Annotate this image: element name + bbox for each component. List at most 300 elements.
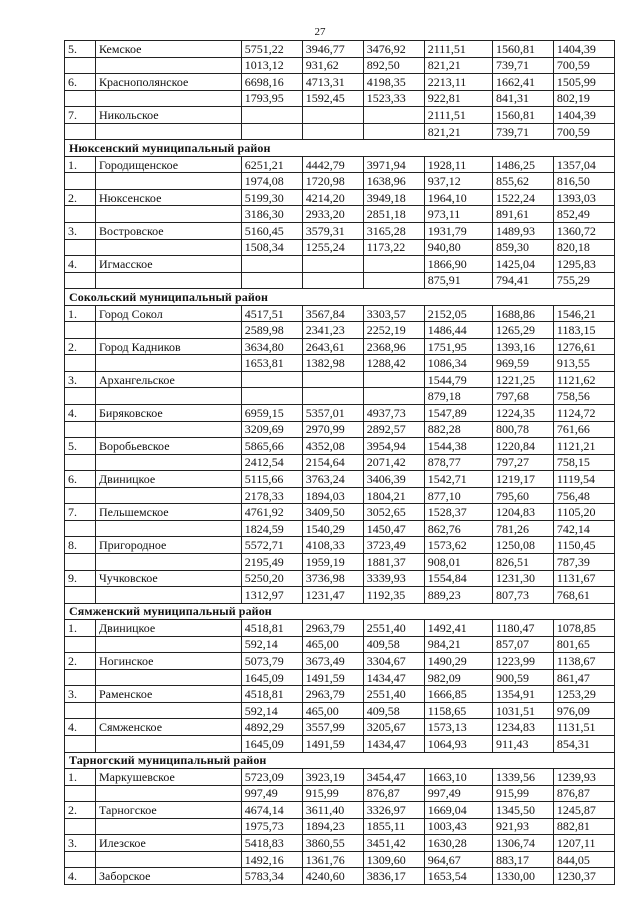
value-cell: 409,58 <box>363 636 424 653</box>
value-cell: 1894,03 <box>302 487 363 504</box>
tariff-table <box>64 40 615 885</box>
value-cell: 4352,08 <box>302 438 363 455</box>
settlement-name: Краснополянское <box>96 74 242 91</box>
value-cell: 1221,25 <box>492 371 553 388</box>
settlement-row <box>65 653 615 670</box>
value-cell: 795,60 <box>492 487 553 504</box>
value-cell <box>302 256 363 273</box>
value-cell: 1573,13 <box>424 719 492 736</box>
row-number <box>65 520 96 537</box>
value-cell: 997,49 <box>424 785 492 802</box>
value-cell: 3557,99 <box>302 719 363 736</box>
value-cell: 889,23 <box>424 587 492 604</box>
row-number <box>65 454 96 471</box>
value-cell: 1720,98 <box>302 173 363 190</box>
value-cell: 3723,49 <box>363 537 424 554</box>
district-header-row <box>65 289 615 306</box>
value-cell: 3567,84 <box>302 305 363 322</box>
value-cell: 913,55 <box>553 355 614 372</box>
row-number: 5. <box>65 438 96 455</box>
value-cell <box>241 388 302 405</box>
value-cell: 3836,17 <box>363 868 424 885</box>
value-cell: 3052,65 <box>363 504 424 521</box>
settlement-continuation-row <box>65 57 615 74</box>
value-cell: 852,49 <box>553 206 614 223</box>
value-cell: 781,26 <box>492 520 553 537</box>
value-cell: 1306,74 <box>492 835 553 852</box>
value-cell: 3205,67 <box>363 719 424 736</box>
settlement-continuation-row <box>65 669 615 686</box>
value-cell: 891,61 <box>492 206 553 223</box>
settlement-continuation-row <box>65 123 615 140</box>
value-cell: 1492,16 <box>241 851 302 868</box>
value-cell: 1974,08 <box>241 173 302 190</box>
value-cell: 1207,11 <box>553 835 614 852</box>
value-cell: 4761,92 <box>241 504 302 521</box>
value-cell: 2195,49 <box>241 553 302 570</box>
value-cell: 1540,29 <box>302 520 363 537</box>
value-cell: 1119,54 <box>553 471 614 488</box>
value-cell: 4713,31 <box>302 74 363 91</box>
value-cell: 1975,73 <box>241 818 302 835</box>
district-name: Нюксенский муниципальный район <box>65 140 615 157</box>
settlement-name: Город Сокол <box>96 305 242 322</box>
value-cell: 3971,94 <box>363 156 424 173</box>
value-cell: 1121,62 <box>553 371 614 388</box>
value-cell: 1393,16 <box>492 338 553 355</box>
value-cell <box>302 107 363 124</box>
settlement-row <box>65 719 615 736</box>
settlement-continuation-row <box>65 851 615 868</box>
row-number: 7. <box>65 107 96 124</box>
value-cell <box>363 371 424 388</box>
value-cell <box>363 123 424 140</box>
value-cell: 4518,81 <box>241 620 302 637</box>
value-cell: 878,77 <box>424 454 492 471</box>
value-cell: 3304,67 <box>363 653 424 670</box>
settlement-row <box>65 471 615 488</box>
value-cell: 742,14 <box>553 520 614 537</box>
value-cell: 3949,18 <box>363 189 424 206</box>
row-number: 4. <box>65 868 96 885</box>
value-cell: 1345,50 <box>492 802 553 819</box>
settlement-name: Заборское <box>96 868 242 885</box>
value-cell: 787,39 <box>553 553 614 570</box>
value-cell: 3860,55 <box>302 835 363 852</box>
row-number: 4. <box>65 256 96 273</box>
settlement-name: Кемское <box>96 41 242 58</box>
value-cell: 997,49 <box>241 785 302 802</box>
value-cell: 1928,11 <box>424 156 492 173</box>
value-cell <box>302 388 363 405</box>
value-cell <box>241 123 302 140</box>
value-cell: 1544,79 <box>424 371 492 388</box>
row-number: 3. <box>65 835 96 852</box>
settlement-row <box>65 256 615 273</box>
value-cell: 882,28 <box>424 421 492 438</box>
row-number: 3. <box>65 371 96 388</box>
value-cell: 1003,43 <box>424 818 492 835</box>
value-cell: 4892,29 <box>241 719 302 736</box>
value-cell: 2851,18 <box>363 206 424 223</box>
value-cell: 1669,04 <box>424 802 492 819</box>
row-number <box>65 57 96 74</box>
district-header-row <box>65 140 615 157</box>
value-cell: 1121,21 <box>553 438 614 455</box>
value-cell: 4518,81 <box>241 686 302 703</box>
value-cell: 3736,98 <box>302 570 363 587</box>
value-cell: 4108,33 <box>302 537 363 554</box>
value-cell: 2589,98 <box>241 322 302 339</box>
value-cell: 3611,40 <box>302 802 363 819</box>
value-cell: 4517,51 <box>241 305 302 322</box>
value-cell: 1239,93 <box>553 769 614 786</box>
settlement-row <box>65 537 615 554</box>
value-cell: 1204,83 <box>492 504 553 521</box>
value-cell: 1276,61 <box>553 338 614 355</box>
row-number: 2. <box>65 338 96 355</box>
row-number <box>65 173 96 190</box>
value-cell: 797,68 <box>492 388 553 405</box>
value-cell: 821,21 <box>424 123 492 140</box>
value-cell: 5783,34 <box>241 868 302 885</box>
value-cell: 4198,35 <box>363 74 424 91</box>
value-cell: 2111,51 <box>424 107 492 124</box>
value-cell: 879,18 <box>424 388 492 405</box>
value-cell: 1542,71 <box>424 471 492 488</box>
value-cell: 755,29 <box>553 272 614 289</box>
settlement-row <box>65 438 615 455</box>
value-cell: 821,21 <box>424 57 492 74</box>
value-cell: 5160,45 <box>241 223 302 240</box>
value-cell: 797,27 <box>492 454 553 471</box>
value-cell <box>302 272 363 289</box>
value-cell: 1560,81 <box>492 41 553 58</box>
settlement-name <box>96 57 242 74</box>
settlement-row <box>65 835 615 852</box>
row-number: 4. <box>65 719 96 736</box>
value-cell: 3409,50 <box>302 504 363 521</box>
settlement-row <box>65 223 615 240</box>
value-cell: 4674,14 <box>241 802 302 819</box>
settlement-continuation-row <box>65 818 615 835</box>
value-cell: 1663,10 <box>424 769 492 786</box>
value-cell: 794,41 <box>492 272 553 289</box>
settlement-row <box>65 686 615 703</box>
value-cell: 1486,25 <box>492 156 553 173</box>
settlement-row <box>65 41 615 58</box>
value-cell: 5865,66 <box>241 438 302 455</box>
settlement-name <box>96 785 242 802</box>
settlement-continuation-row <box>65 206 615 223</box>
row-number: 2. <box>65 653 96 670</box>
value-cell: 1404,39 <box>553 41 614 58</box>
settlement-continuation-row <box>65 702 615 719</box>
value-cell: 1393,03 <box>553 189 614 206</box>
row-number: 2. <box>65 189 96 206</box>
value-cell: 800,78 <box>492 421 553 438</box>
row-number <box>65 669 96 686</box>
value-cell: 1255,24 <box>302 239 363 256</box>
row-number: 1. <box>65 305 96 322</box>
row-number: 1. <box>65 156 96 173</box>
value-cell: 758,15 <box>553 454 614 471</box>
value-cell: 1492,41 <box>424 620 492 637</box>
value-cell: 739,71 <box>492 57 553 74</box>
value-cell: 1180,47 <box>492 620 553 637</box>
value-cell: 1630,28 <box>424 835 492 852</box>
settlement-name <box>96 90 242 107</box>
value-cell: 931,62 <box>302 57 363 74</box>
value-cell: 1192,35 <box>363 587 424 604</box>
settlement-row <box>65 802 615 819</box>
value-cell: 4240,60 <box>302 868 363 885</box>
value-cell: 3946,77 <box>302 41 363 58</box>
value-cell: 876,87 <box>363 785 424 802</box>
district-name: Сямженский муниципальный район <box>65 603 615 620</box>
value-cell: 2071,42 <box>363 454 424 471</box>
value-cell: 3954,94 <box>363 438 424 455</box>
row-number: 4. <box>65 405 96 422</box>
value-cell: 877,10 <box>424 487 492 504</box>
value-cell: 1425,04 <box>492 256 553 273</box>
value-cell: 1522,24 <box>492 189 553 206</box>
value-cell: 5751,22 <box>241 41 302 58</box>
settlement-name <box>96 636 242 653</box>
value-cell <box>302 371 363 388</box>
value-cell: 1220,84 <box>492 438 553 455</box>
value-cell: 3454,47 <box>363 769 424 786</box>
settlement-name: Никольское <box>96 107 242 124</box>
settlement-name <box>96 272 242 289</box>
value-cell: 854,31 <box>553 735 614 752</box>
value-cell: 1645,09 <box>241 669 302 686</box>
value-cell: 4937,73 <box>363 405 424 422</box>
settlement-row <box>65 405 615 422</box>
row-number <box>65 818 96 835</box>
row-number: 1. <box>65 620 96 637</box>
value-cell: 1105,20 <box>553 504 614 521</box>
value-cell: 1219,17 <box>492 471 553 488</box>
value-cell: 2551,40 <box>363 620 424 637</box>
value-cell: 2213,11 <box>424 74 492 91</box>
row-number: 9. <box>65 570 96 587</box>
value-cell: 1434,47 <box>363 669 424 686</box>
value-cell: 2933,20 <box>302 206 363 223</box>
value-cell: 592,14 <box>241 702 302 719</box>
value-cell: 758,56 <box>553 388 614 405</box>
value-cell: 1309,60 <box>363 851 424 868</box>
value-cell: 2152,05 <box>424 305 492 322</box>
district-header-row <box>65 752 615 769</box>
value-cell: 911,43 <box>492 735 553 752</box>
value-cell: 3923,19 <box>302 769 363 786</box>
value-cell: 700,59 <box>553 57 614 74</box>
settlement-name: Чучковское <box>96 570 242 587</box>
row-number: 8. <box>65 537 96 554</box>
value-cell: 756,48 <box>553 487 614 504</box>
value-cell: 841,31 <box>492 90 553 107</box>
settlement-continuation-row <box>65 587 615 604</box>
value-cell: 915,99 <box>492 785 553 802</box>
district-name: Тарногский муниципальный район <box>65 752 615 769</box>
settlement-name <box>96 421 242 438</box>
settlement-name: Нюксенское <box>96 189 242 206</box>
settlement-row <box>65 620 615 637</box>
settlement-continuation-row <box>65 735 615 752</box>
value-cell: 816,50 <box>553 173 614 190</box>
value-cell: 1662,41 <box>492 74 553 91</box>
value-cell: 826,51 <box>492 553 553 570</box>
settlement-continuation-row <box>65 487 615 504</box>
value-cell: 2551,40 <box>363 686 424 703</box>
row-number <box>65 239 96 256</box>
value-cell: 5357,01 <box>302 405 363 422</box>
value-cell: 3634,80 <box>241 338 302 355</box>
value-cell: 1554,84 <box>424 570 492 587</box>
value-cell: 465,00 <box>302 636 363 653</box>
settlement-name: Двиницкое <box>96 471 242 488</box>
row-number <box>65 553 96 570</box>
settlement-continuation-row <box>65 636 615 653</box>
row-number <box>65 355 96 372</box>
value-cell <box>363 107 424 124</box>
value-cell: 1523,33 <box>363 90 424 107</box>
district-header-row <box>65 603 615 620</box>
settlement-name <box>96 454 242 471</box>
value-cell: 857,07 <box>492 636 553 653</box>
value-cell: 862,76 <box>424 520 492 537</box>
value-cell: 1547,89 <box>424 405 492 422</box>
value-cell: 1688,86 <box>492 305 553 322</box>
row-number <box>65 735 96 752</box>
value-cell: 1173,22 <box>363 239 424 256</box>
value-cell: 2970,99 <box>302 421 363 438</box>
value-cell: 1230,37 <box>553 868 614 885</box>
settlement-continuation-row <box>65 388 615 405</box>
value-cell: 802,19 <box>553 90 614 107</box>
value-cell <box>363 256 424 273</box>
settlement-name: Городищенское <box>96 156 242 173</box>
value-cell: 2963,79 <box>302 686 363 703</box>
settlement-row <box>65 371 615 388</box>
settlement-name <box>96 355 242 372</box>
row-number: 6. <box>65 471 96 488</box>
value-cell: 1450,47 <box>363 520 424 537</box>
value-cell: 1959,19 <box>302 553 363 570</box>
value-cell: 5418,83 <box>241 835 302 852</box>
value-cell: 6698,16 <box>241 74 302 91</box>
value-cell: 5250,20 <box>241 570 302 587</box>
value-cell: 1490,29 <box>424 653 492 670</box>
value-cell: 1866,90 <box>424 256 492 273</box>
value-cell: 465,00 <box>302 702 363 719</box>
value-cell: 592,14 <box>241 636 302 653</box>
settlement-continuation-row <box>65 454 615 471</box>
value-cell: 1491,59 <box>302 669 363 686</box>
settlement-continuation-row <box>65 355 615 372</box>
value-cell: 820,18 <box>553 239 614 256</box>
settlement-name: Архангельское <box>96 371 242 388</box>
value-cell <box>241 272 302 289</box>
value-cell: 1224,35 <box>492 405 553 422</box>
value-cell: 1250,08 <box>492 537 553 554</box>
settlement-name: Сямженское <box>96 719 242 736</box>
value-cell: 3326,97 <box>363 802 424 819</box>
value-cell: 964,67 <box>424 851 492 868</box>
value-cell: 1544,38 <box>424 438 492 455</box>
settlement-continuation-row <box>65 785 615 802</box>
value-cell: 5199,30 <box>241 189 302 206</box>
settlement-name: Востровское <box>96 223 242 240</box>
value-cell: 1031,51 <box>492 702 553 719</box>
value-cell: 1295,83 <box>553 256 614 273</box>
value-cell: 1253,29 <box>553 686 614 703</box>
row-number: 1. <box>65 769 96 786</box>
settlement-continuation-row <box>65 272 615 289</box>
row-number <box>65 272 96 289</box>
value-cell: 1354,91 <box>492 686 553 703</box>
row-number <box>65 702 96 719</box>
tariff-table-body <box>65 41 615 885</box>
settlement-row <box>65 305 615 322</box>
value-cell: 1434,47 <box>363 735 424 752</box>
value-cell: 937,12 <box>424 173 492 190</box>
value-cell: 1231,30 <box>492 570 553 587</box>
value-cell: 1288,42 <box>363 355 424 372</box>
settlement-continuation-row <box>65 90 615 107</box>
settlement-name: Воробьевское <box>96 438 242 455</box>
row-number <box>65 421 96 438</box>
value-cell: 4214,20 <box>302 189 363 206</box>
value-cell: 908,01 <box>424 553 492 570</box>
value-cell: 3406,39 <box>363 471 424 488</box>
value-cell: 1360,72 <box>553 223 614 240</box>
row-number: 6. <box>65 74 96 91</box>
row-number <box>65 636 96 653</box>
value-cell: 2341,23 <box>302 322 363 339</box>
value-cell: 1265,29 <box>492 322 553 339</box>
value-cell: 1560,81 <box>492 107 553 124</box>
settlement-row <box>65 189 615 206</box>
settlement-name: Город Кадников <box>96 338 242 355</box>
row-number <box>65 851 96 868</box>
value-cell: 1183,15 <box>553 322 614 339</box>
value-cell: 2154,64 <box>302 454 363 471</box>
settlement-row <box>65 504 615 521</box>
value-cell <box>241 371 302 388</box>
value-cell: 859,30 <box>492 239 553 256</box>
settlement-name <box>96 818 242 835</box>
value-cell: 982,09 <box>424 669 492 686</box>
value-cell: 1138,67 <box>553 653 614 670</box>
value-cell: 1124,72 <box>553 405 614 422</box>
settlement-row <box>65 868 615 885</box>
value-cell: 1131,51 <box>553 719 614 736</box>
value-cell: 5073,79 <box>241 653 302 670</box>
value-cell: 1245,87 <box>553 802 614 819</box>
settlement-name: Тарногское <box>96 802 242 819</box>
value-cell: 1382,98 <box>302 355 363 372</box>
row-number: 2. <box>65 802 96 819</box>
value-cell: 876,87 <box>553 785 614 802</box>
value-cell <box>363 388 424 405</box>
row-number <box>65 123 96 140</box>
settlement-continuation-row <box>65 553 615 570</box>
value-cell: 1573,62 <box>424 537 492 554</box>
value-cell: 2368,96 <box>363 338 424 355</box>
value-cell: 739,71 <box>492 123 553 140</box>
